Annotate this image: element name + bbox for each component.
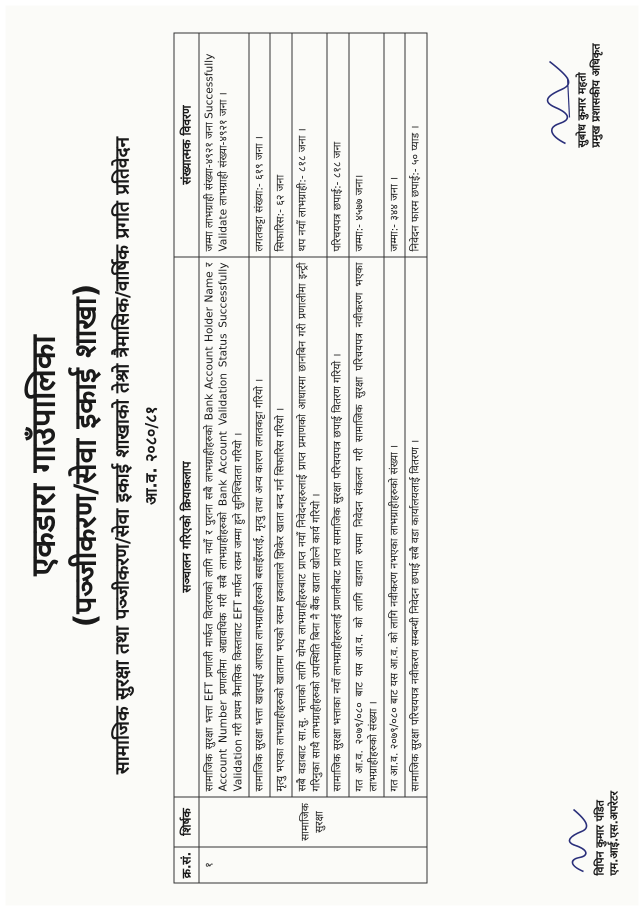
- activity-cell: मृत्यु भएका लाभग्राहीहरुको खातामा भएको रकम हकवालाले झिकेर खाता बन्द गर्न सिफारिस गरियो ।: [270, 257, 291, 797]
- municipality-title: एकडारा गाउँपालिका: [23, 334, 62, 576]
- activity-cell: सबै वडाबाट सा.सु. भत्ताको लागि योग्य लाभग्राहीहरुबाट प्राप्त नयाँ निवेदनहरुलाई प्राप्त प्रमाणको आधारमा छानबिन गरी प्रणालीमा इन्ट्री गरिनुका साथै लाभग्राहीहरुको उपस्थिति बिना नै बैंक खाता खोल्ने कार्य गरियो ।: [291, 257, 327, 797]
- right-signer-name: सुबोध कुमार महतो: [575, 72, 588, 147]
- left-signer-role: एम.आई.एस.अपरेटर: [607, 790, 621, 875]
- signature-scribble-icon: [543, 57, 573, 147]
- details-cell: जम्मा लाभग्राही संख्या-४९२१ जना Successfully Validate लाभग्राही संख्या-४९२१ जना ।: [199, 33, 249, 257]
- activity-cell: सामाजिक सुरक्षा भत्ता खाइपाई आएका लाभग्राहीहरुको बसाइँसराई, मृत्यु तथा अन्य कारण लगतकट्टा गरियो ।: [249, 257, 270, 797]
- details-cell: परिचयपत्र छपाई:- ८१८ जना: [327, 33, 348, 257]
- topic-cell: सामाजिक सुरक्षा: [199, 797, 427, 847]
- right-signer-role: प्रमुख प्रशासकीय अधिकृत: [589, 43, 603, 147]
- header-serial: क्र.सं.: [174, 847, 199, 883]
- details-cell: लगतकट्टा संख्या:- ६१९ जना ।: [249, 33, 270, 257]
- header-activity: सञ्चालन गरिएको क्रियाकलाप: [174, 257, 199, 797]
- scanned-report-page: [5, 5, 638, 905]
- table-row: [384, 33, 405, 883]
- left-signature-block: [565, 790, 622, 875]
- activity-cell: सामाजिक सुरक्षा भत्ता EFT प्रणाली मार्फत वितरणको लागि नयाँ र पुराना सबै लाभग्राहीहरुको Bank Account Holder Name र Account Number प्रणालीमा अद्यावधिक गरी सबै लाभग्राहीहरुको Bank Account Validation Status Successfully Validation गरी प्रथम त्रैमासिक किस्तावाट EFT मार्फत रकम जम्मा हुने सुनिश्चितता गरियो ।: [199, 257, 249, 797]
- details-cell: निवेदन फारम छपाई:- ५० प्याड ।: [405, 33, 426, 257]
- fiscal-year: आ.व. २०८०/८१: [141, 405, 160, 505]
- activity-cell: गत आ.व. २०७९/०८० बाट यस आ.व. को लागि नवीकरण नभएका लाभग्राहीहरुको संख्या ।: [384, 257, 405, 797]
- header-details: संख्यात्मक विवरण: [174, 33, 199, 257]
- table-row: [249, 33, 270, 883]
- progress-table: [173, 32, 427, 883]
- details-cell: सिफारिस:- ६२ जना: [270, 33, 291, 257]
- table-row: [405, 33, 426, 883]
- table-row: [348, 33, 384, 883]
- details-cell: थप नयाँ लाभग्राही:- ८१८ जना ।: [291, 33, 327, 257]
- serial-cell: १: [199, 847, 427, 883]
- activity-cell: गत आ.व. २०७९/०८० बाट यस आ.व. को लागि वडागत रुपमा निवेदन संकलन गरी सामाजिक सुरक्षा परिचयपत्र नवीकरण भएका लाभग्राहीहरुको संख्या ।: [348, 257, 384, 797]
- details-cell: जम्मा:- ३४४ जना ।: [384, 33, 405, 257]
- table-row: [199, 33, 249, 883]
- activity-cell: सामाजिक सुरक्षा परिचयपत्र नवीकरण सम्बन्धी निवेदन छपाई सबै वडा कार्यालयलाई वितरण ।: [405, 257, 426, 797]
- signature-scribble-icon: [565, 805, 591, 875]
- right-signature-block: [543, 43, 604, 147]
- activity-cell: सामाजिक सुरक्षा भत्ताका नयाँ लाभग्राहीहरुलाई प्रणालीबाट प्राप्त सामाजिक सुरक्षा परिचयपत्र छपाई वितरण गरियो ।: [327, 257, 348, 797]
- table-row: [270, 33, 291, 883]
- section-title: (पञ्जीकरण/सेवा इकाई शाखा): [68, 283, 103, 627]
- report-title: सामाजिक सुरक्षा तथा पञ्जीकरण/सेवा इकाई शाखाको तेश्रो त्रैमासिक/वार्षिक प्रगति प्रतिवेदन: [111, 136, 133, 774]
- left-signer-name: विपिन कुमार पंडित: [593, 799, 606, 875]
- header-topic: शिर्षक: [174, 797, 199, 847]
- table-header-row: [174, 33, 199, 883]
- details-cell: जम्मा:- ४५७७ जना।: [348, 33, 384, 257]
- table-row: [327, 33, 348, 883]
- table-row: [291, 33, 327, 883]
